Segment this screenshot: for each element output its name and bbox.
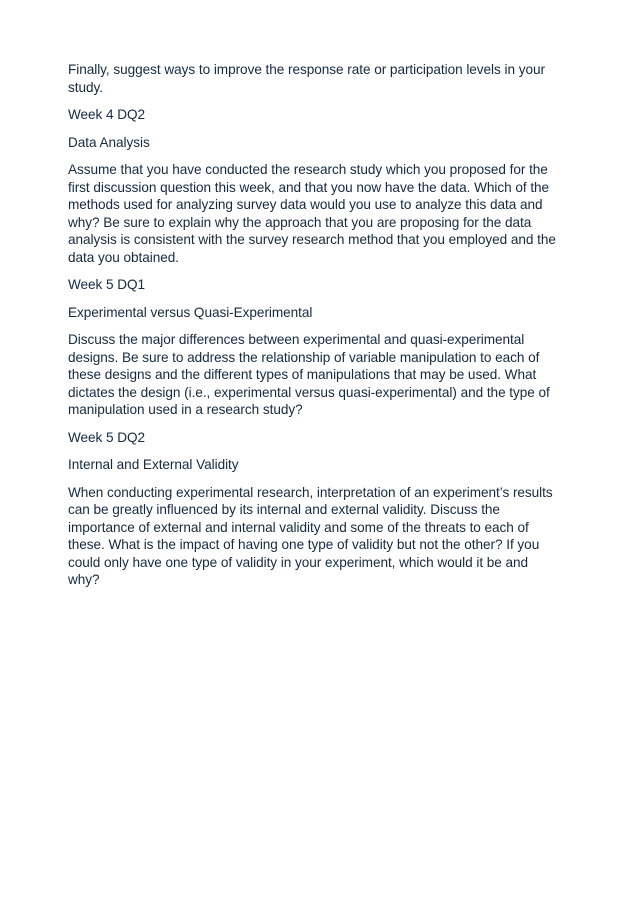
heading-week5-dq2: Week 5 DQ2 (68, 429, 146, 445)
paragraph-experimental: Discuss the major differences between experimental and quasi-experimental designs. Be sure to address the relationship of variable manipulation to each of these designs and the different types of manipulations that may be used. What dictates the design (i.e., experimental versus quasi-experimental) and the type of manipulation used in a research study? (68, 332, 550, 417)
heading-week4-dq2: Week 4 DQ2 (68, 107, 146, 122)
paragraph-data-analysis: Assume that you have conducted the research study which you proposed for the first discussion question this week, and that you now have the data. Which of the methods used for analyzing survey data would you use to analyze this data and why? Be sure to explain why the approach that you are proposing for the data analysis is consistent with the survey research method that you employed and the data you obtained. (68, 162, 556, 265)
heading-data-analysis: Data Analysis (68, 134, 150, 150)
paragraph-response-rate: Finally, suggest ways to improve the response rate or participation levels in your study. (68, 62, 545, 95)
heading-experimental: Experimental versus Quasi-Experimental (68, 304, 313, 320)
heading-week5-dq1: Week 5 DQ1 (68, 277, 146, 292)
paragraph-validity: When conducting experimental research, interpretation of an experiment’s results can be greatly influenced by its internal and external validity. Discuss the importance of external and internal validity and some of the threats to each of these. What is the impact of having one type of validity but not the other? If you could only have one type of validity in your experiment, which would it be and why? (68, 484, 553, 587)
heading-validity: Internal and External Validity (68, 457, 239, 472)
